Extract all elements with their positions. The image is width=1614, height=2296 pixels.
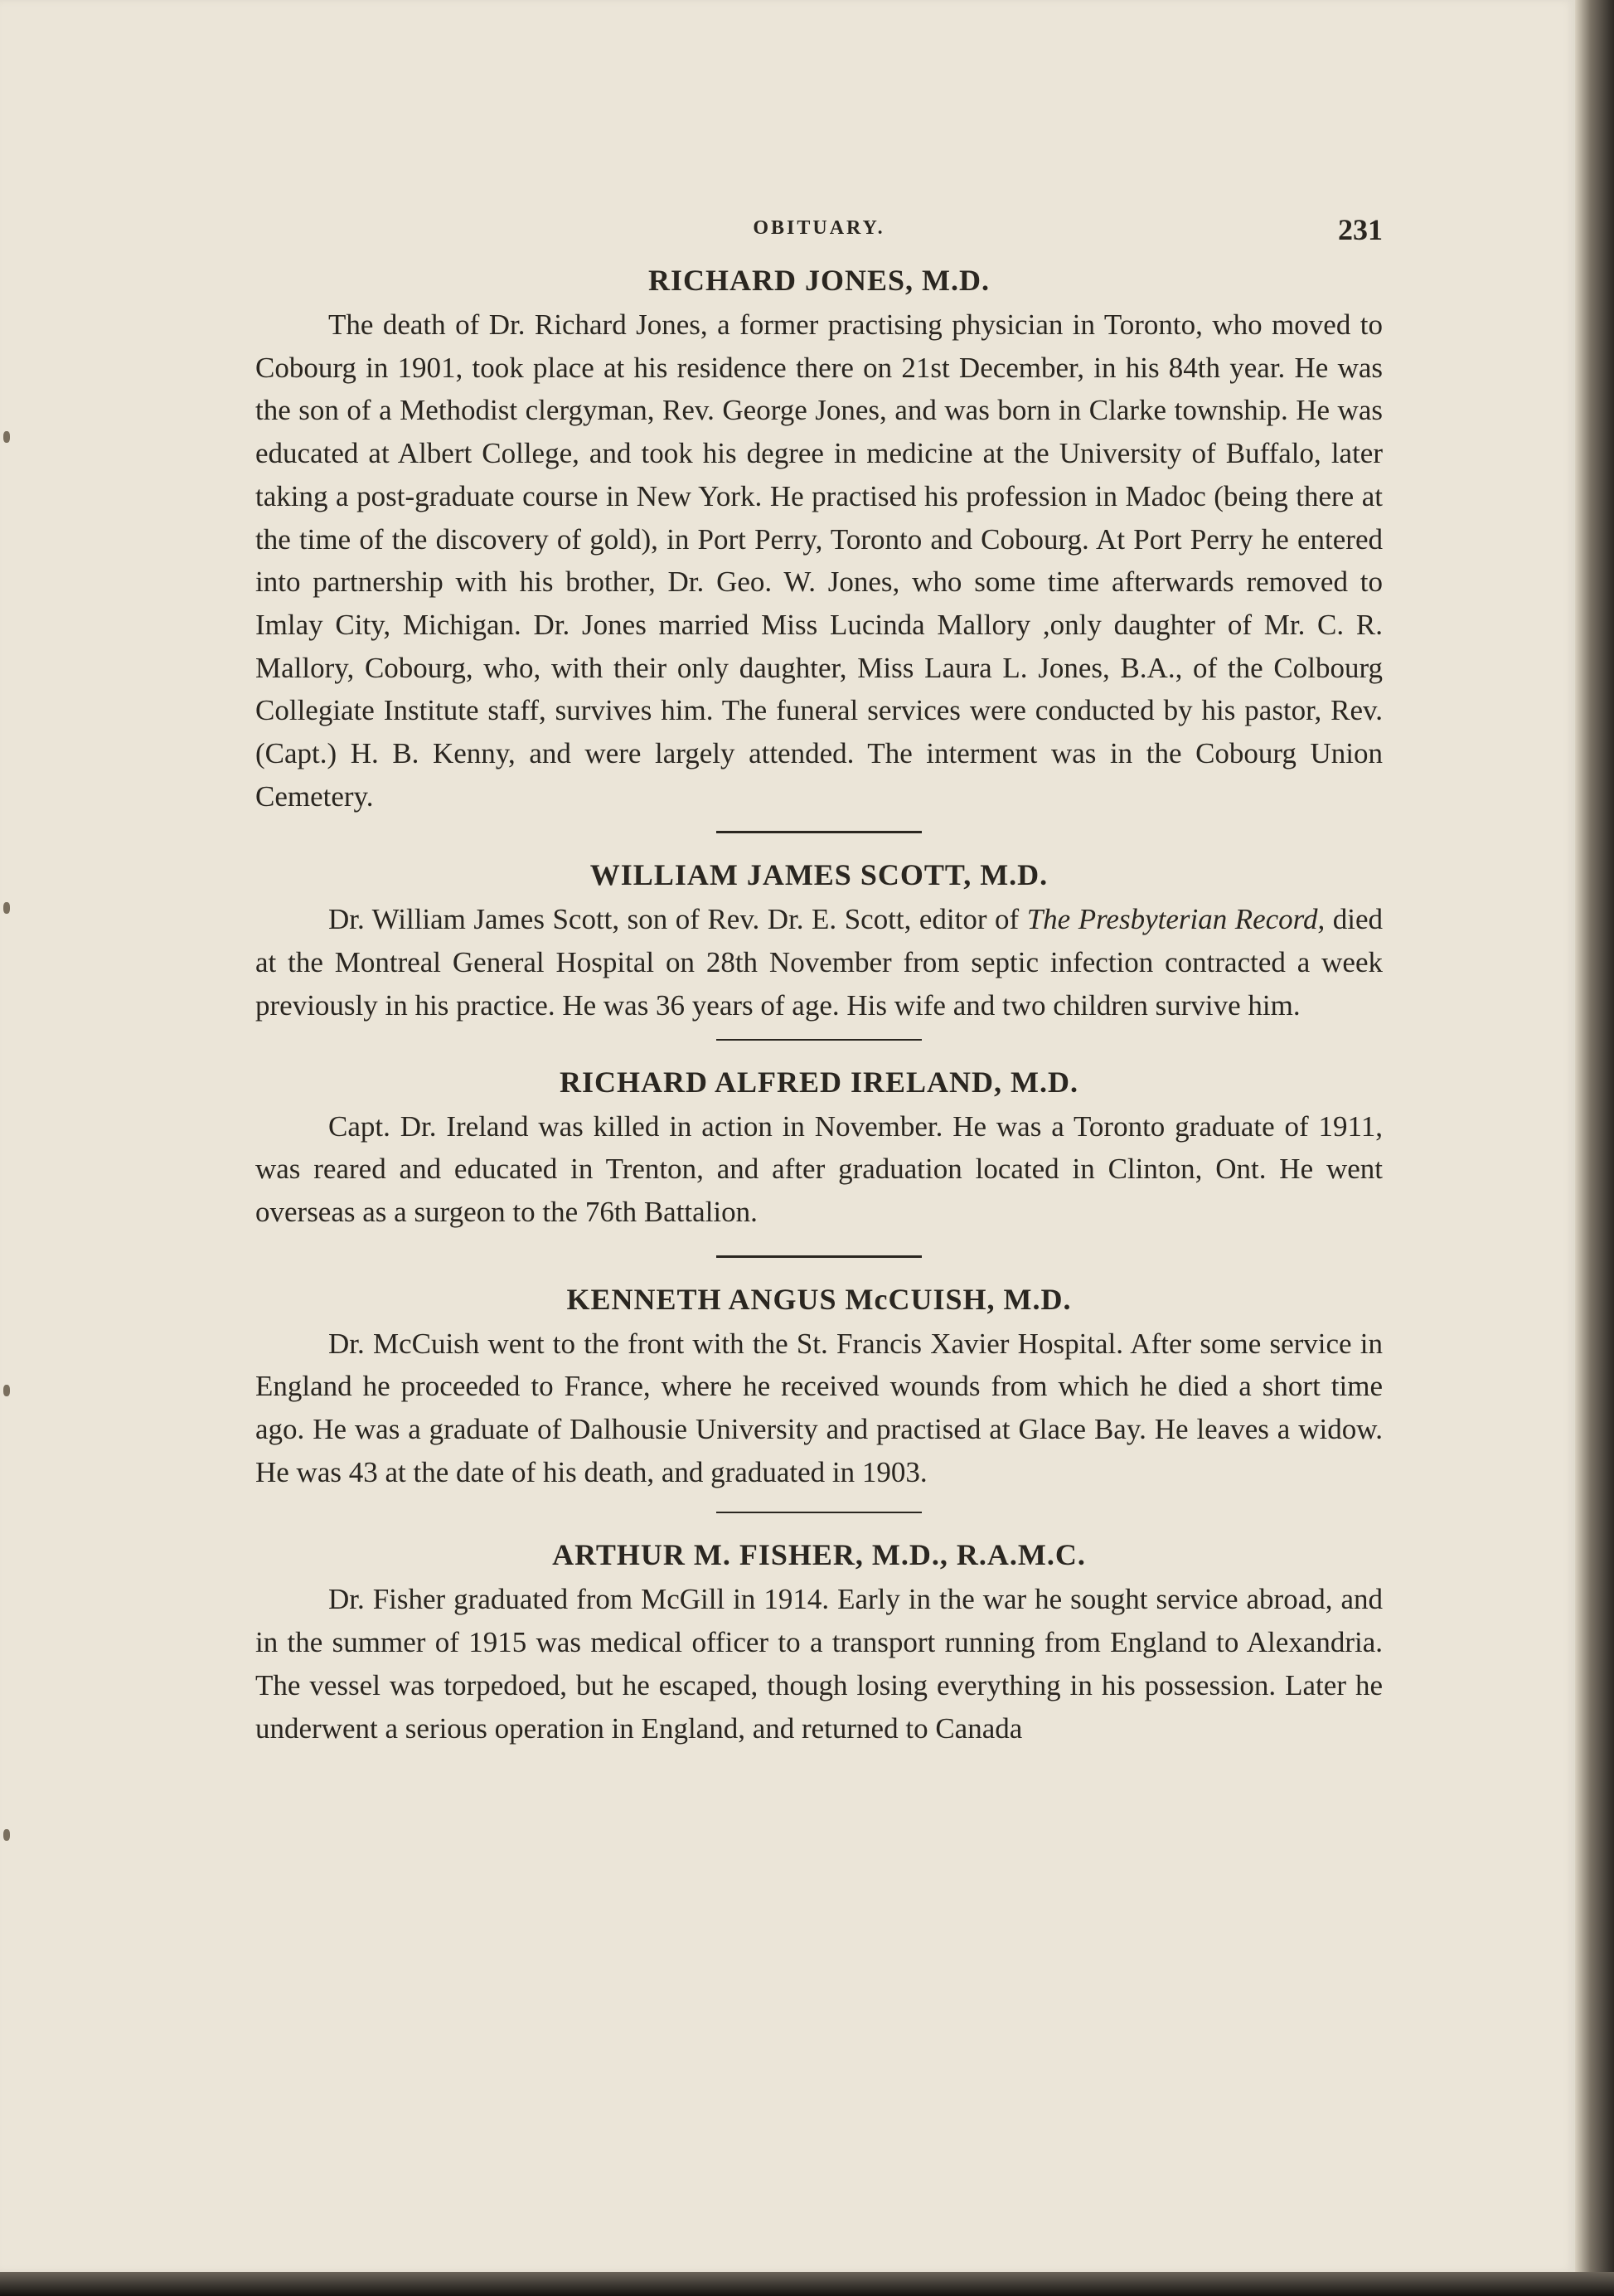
entry-heading: WILLIAM JAMES SCOTT, M.D. xyxy=(589,858,1049,892)
entry-heading: ARTHUR M. FISHER, M.D., R.A.M.C. xyxy=(552,1538,1086,1572)
section-divider xyxy=(716,1255,922,1258)
entry-body: The death of Dr. Richard Jones, a former practising physician in Toronto, who moved to Cobourg in 1901, took place at his residence there on 21st December, in his 84th year. He was the son of a Methodist clergyman, Rev. George Jones, and was born in Clarke township. He was educated at Albert College, and took his degree in medicine at the University of Buffalo, later taking a post-graduate course in New York. He practised his profession in Madoc (being there at the time of the discovery of gold), in Port Perry, Toronto and Cobourg. At Port Perry he entered into partnership with his brother, Dr. Geo. W. Jones, who some time afterwards removed to Imlay City, Michigan. Dr. Jones married Miss Lucinda Mallory ,only daughter of Mr. C. R. Mallory, Cobourg, who, with their only daughter, Miss Laura L. Jones, B.A., of the Colbourg Collegiate Institute staff, survives him. The funeral services were conducted by his pastor, Rev. (Capt.) H. B. Kenny, and were largely attended. The interment was in the Cobourg Union Cemetery. xyxy=(255,308,1383,813)
obituary-entry xyxy=(255,1064,1383,1234)
margin-mark xyxy=(3,431,10,443)
entry-heading: RICHARD ALFRED IRELAND, M.D. xyxy=(559,1065,1079,1099)
section-divider xyxy=(716,1039,922,1041)
page-edge-shadow xyxy=(1575,0,1614,2296)
entry-body: Capt. Dr. Ireland was killed in action in November. He was a Toronto graduate of 1911, was reared and educated in Trenton, and after graduation located in Clinton, Ont. He went overseas as a surgeon to the 76th Battalion. xyxy=(255,1109,1383,1228)
section-divider xyxy=(716,831,922,833)
page-number: 231 xyxy=(1338,213,1383,246)
entry-heading: RICHARD JONES, M.D. xyxy=(647,264,990,297)
entry-body: Dr. Fisher graduated from McGill in 1914. Early in the war he sought service abroad, and in the summer of 1915 was medical officer to a transport running from England to Alexandria. The vessel was torpedoed, but he escaped, though losing everything in his possession. Later he underwent a serious operation in England, and returned to Canada xyxy=(255,1583,1383,1745)
entry-body-text: died at the Montreal General Hospital on 28th November from septic infection contracted a week previously in his practice. He was 36 years of age. His wife and two children survive him. xyxy=(255,903,1383,1022)
running-head-title: OBITUARY. xyxy=(753,217,885,239)
obituary-entry xyxy=(255,262,1383,818)
margin-mark xyxy=(3,1829,10,1841)
obituary-entry xyxy=(255,1536,1383,1750)
entry-body: Dr. McCuish went to the front with the St. Francis Xavier Hospital. After some service in England he proceeded to France, where he received wounds from which he died a short time ago. He was a graduate of Dalhousie University and practised at Glace Bay. He leaves a widow. He was 43 at the date of his death, and graduated in 1903. xyxy=(255,1327,1383,1488)
entry-body xyxy=(255,898,1383,1027)
margin-mark xyxy=(3,1385,10,1396)
entry-body-text: Dr. William James Scott, son of Rev. Dr. E. Scott, editor of xyxy=(328,903,1027,936)
section-divider xyxy=(716,1512,922,1513)
obituary-entry xyxy=(255,857,1383,1027)
page-bottom-shadow xyxy=(0,2272,1614,2296)
entry-heading: KENNETH ANGUS McCUISH, M.D. xyxy=(566,1282,1072,1316)
text-column xyxy=(255,212,1383,1750)
publication-title: The Presbyterian Record, xyxy=(1026,903,1326,936)
running-head xyxy=(255,212,1383,262)
margin-mark xyxy=(3,902,10,914)
obituary-entry xyxy=(255,1281,1383,1494)
